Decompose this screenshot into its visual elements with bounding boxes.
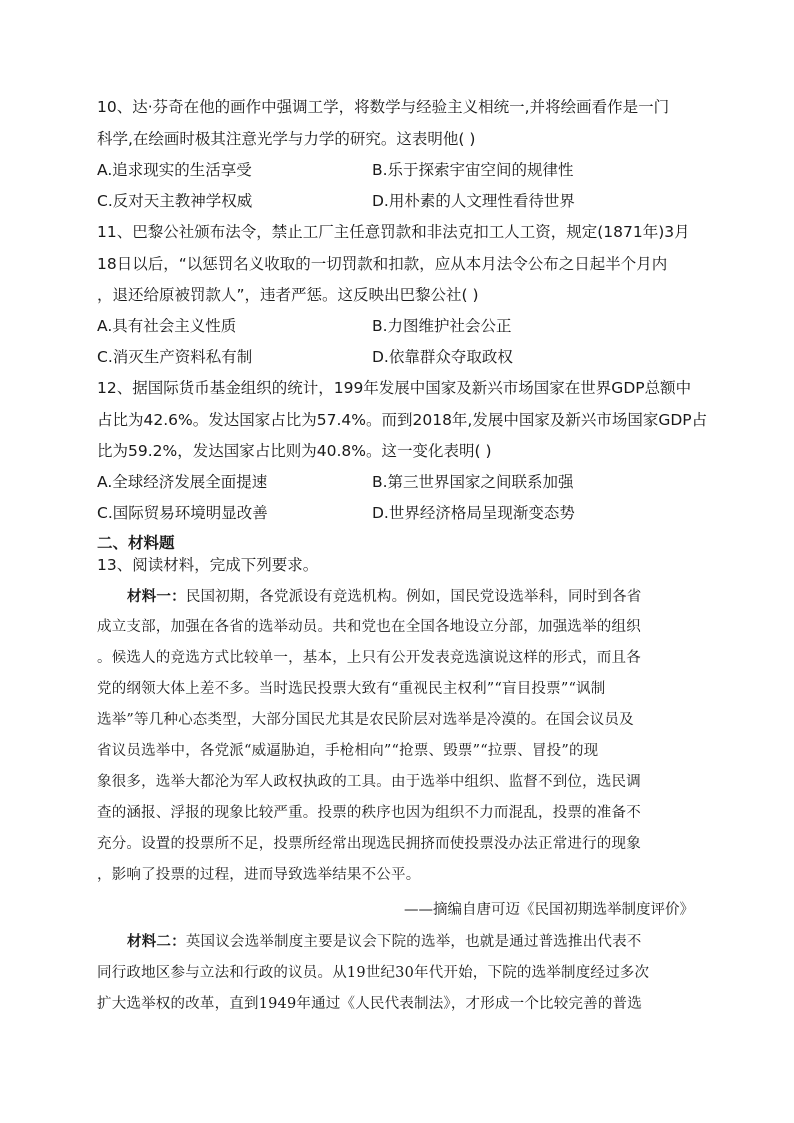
- q10-option-d: D.用朴素的人文理性看待世界: [372, 192, 575, 210]
- material1-source: ——摘编自唐可迈《民国初期选举制度评价》: [404, 902, 694, 918]
- q10-option-a: A.追求现实的生活享受: [97, 161, 252, 179]
- material2-line-2: 同行政地区参与立法和行政的议员。从19世纪30年代开始，下院的选举制度经过多次: [97, 965, 650, 981]
- material2-line-3: 扩大选举权的改革，直到1949年通过《人民代表制法》，才形成一个比较完善的普选: [97, 996, 642, 1012]
- q11-option-c: C.消灭生产资料私有制: [97, 348, 253, 366]
- material1-text: 民国初期，各党派设有竞选机构。例如，国民党设选举科，同时到各省: [185, 589, 642, 605]
- material2-text: 英国议会选举制度主要是议会下院的选举，也就是通过普选推出代表不: [185, 934, 642, 950]
- q12-stem-line-3: 比为59.2%，发达国家占比则为40.8%。这一变化表明( ): [97, 442, 492, 460]
- material1-line-8: 查的涵报、浮报的现象比较严重。投票的秩序也因为组织不力而混乱，投票的准备不: [97, 805, 641, 821]
- material1-line-2: 成立支部，加强在各省的选举动员。共和党也在全国各地设立分部，加强选举的组织: [97, 619, 641, 635]
- material1-line-7: 象很多，选举大都沦为军人政权执政的工具。由于选举中组织、监督不到位，选民调: [97, 774, 641, 790]
- q10-option-b: B.乐于探索宇宙空间的规律性: [372, 161, 574, 179]
- q12-option-b: B.第三世界国家之间联系加强: [372, 473, 574, 491]
- q11-option-d: D.依靠群众夺取政权: [372, 348, 513, 366]
- material1-line-10: ，影响了投票的过程，进而导致选举结果不公平。: [97, 867, 421, 883]
- q10-option-c: C.反对天主教神学权威: [97, 192, 253, 210]
- material1-line-3: 。候选人的竞选方式比较单一，基本，上只有公开发表竞选演说这样的形式，而且各: [97, 650, 641, 666]
- material1-line-6: 省议员选举中，各党派“威逼胁迫，手枪相向”“抢票、毁票”“拉票、冒投”的现: [97, 743, 599, 759]
- material1-line-4: 党的纲领大体上差不多。当时选民投票大致有“重视民主权利”“盲目投票”“讽制: [97, 681, 606, 697]
- q11-stem-line-1: 11、巴黎公社颁布法令，禁止工厂主任意罚款和非法克扣工人工资，规定(1871年)3月: [97, 223, 690, 241]
- material1-label: 材料一：: [127, 588, 186, 605]
- q11-option-b: B.力图维护社会公正: [372, 317, 512, 335]
- section-heading: 二、材料题: [97, 534, 175, 552]
- material1-line-5: 选举”等几种心态类型，大部分国民尤其是农民阶层对选举是冷漠的。在国会议员及: [97, 712, 634, 728]
- material2-line-1: [127, 932, 697, 952]
- q12-option-c: C.国际贸易环境明显改善: [97, 504, 268, 522]
- q12-stem-line-1: 12、据国际货币基金组织的统计，199年发展中国家及新兴市场国家在世界GDP总额中: [97, 379, 692, 397]
- q11-option-a: A.具有社会主义性质: [97, 317, 237, 335]
- q11-stem-line-2: 18日以后，“以惩罚名义收取的一切罚款和扣款，应从本月法令公布之日起半个月内: [97, 255, 668, 273]
- q10-stem-line-2: 科学,在绘画时极其注意光学与力学的研究。这表明他( ): [97, 130, 476, 148]
- q10-stem-line-1: 10、达·芬奇在他的画作中强调工学，将数学与经验主义相统一,并将绘画看作是一门: [97, 98, 670, 116]
- q12-option-d: D.世界经济格局呈现渐变态势: [372, 504, 575, 522]
- q12-option-a: A.全球经济发展全面提速: [97, 473, 268, 491]
- q11-stem-line-3: ，退还给原被罚款人”，违者严惩。这反映出巴黎公社( ): [97, 286, 479, 304]
- q13-stem: 13、阅读材料，完成下列要求。: [97, 556, 319, 574]
- q12-stem-line-2: 占比为42.6%。发达国家占比为57.4%。而到2018年,发展中国家及新兴市场国家GDP占: [97, 411, 708, 429]
- material1-line-1: [127, 587, 697, 607]
- material1-line-9: 充分。设置的投票所不足，投票所经常出现选民拥挤而使投票没办法正常进行的现象: [97, 836, 641, 852]
- material2-label: 材料二：: [127, 933, 186, 950]
